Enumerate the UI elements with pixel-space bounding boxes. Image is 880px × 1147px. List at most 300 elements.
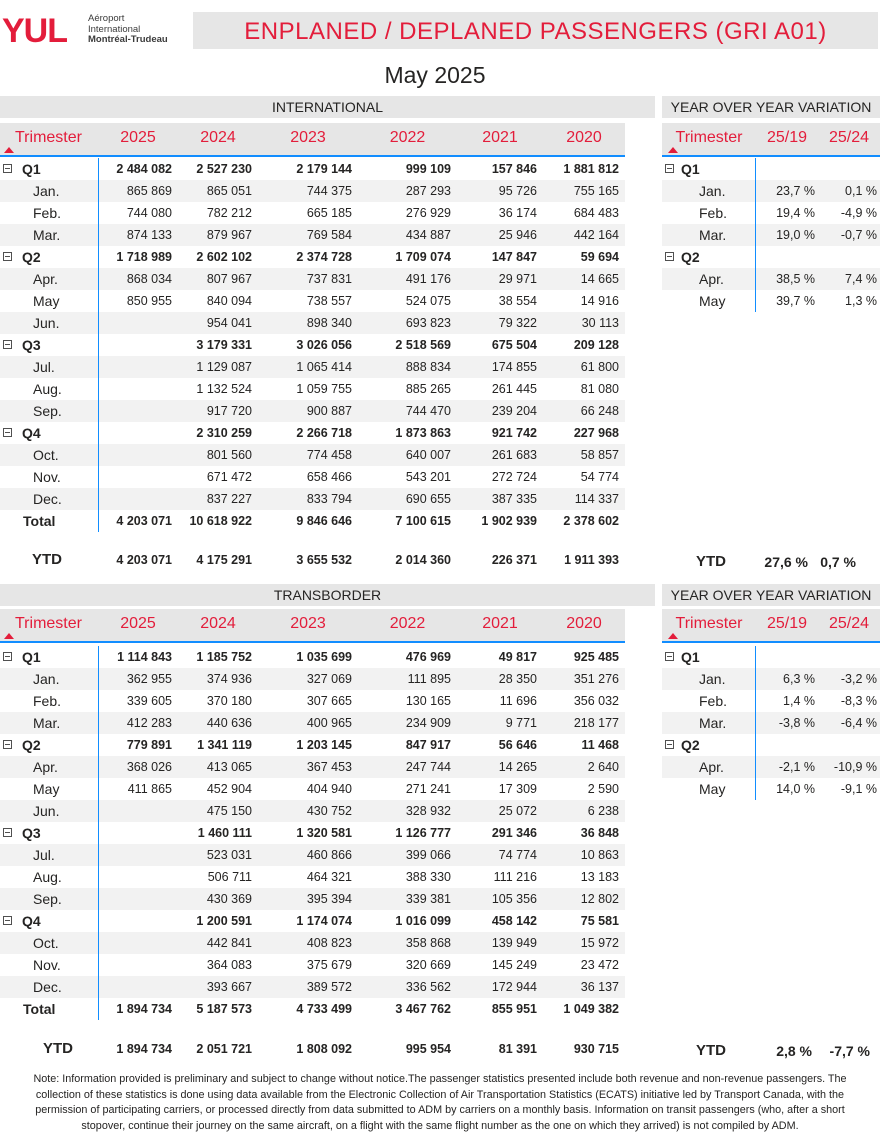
row-label: Feb. xyxy=(699,205,728,221)
cell-value: 413 065 xyxy=(206,760,252,774)
total-row xyxy=(0,510,625,532)
cell-value: 921 742 xyxy=(491,426,537,440)
ytd-variation-value: 27,6 % xyxy=(764,554,808,570)
variation-value: 19,0 % xyxy=(776,228,815,242)
row-label: Jan. xyxy=(33,671,60,687)
variation-value: 0,1 % xyxy=(845,184,877,198)
cell-value: 769 584 xyxy=(306,228,352,242)
cell-value: 1 200 591 xyxy=(196,914,252,928)
cell-value: 36 848 xyxy=(580,826,619,840)
collapse-icon[interactable] xyxy=(3,252,12,261)
variation-value: 6,3 % xyxy=(783,672,815,686)
cell-value: 2 518 569 xyxy=(395,338,451,352)
cell-value xyxy=(98,422,178,444)
cell-value: 1 894 734 xyxy=(116,1002,172,1016)
cell-value: 276 929 xyxy=(405,206,451,220)
yoy-month-row xyxy=(662,778,880,800)
yoy-band: YEAR OVER YEAR VARIATION xyxy=(662,584,880,606)
cell-value xyxy=(98,378,178,400)
variation-value xyxy=(756,158,818,180)
cell-value: 400 965 xyxy=(306,716,352,730)
variation-value: -0,7 % xyxy=(840,228,877,242)
collapse-icon[interactable] xyxy=(3,740,12,749)
ytd-value: 4 175 291 xyxy=(196,553,252,567)
cell-value: 779 891 xyxy=(126,738,172,752)
month-row xyxy=(0,976,625,998)
cell-value: 847 917 xyxy=(405,738,451,752)
cell-value: 1 718 989 xyxy=(116,250,172,264)
yoy-month-row xyxy=(662,180,880,202)
ytd-value: 81 391 xyxy=(498,1042,537,1056)
row-label: Q2 xyxy=(22,249,41,265)
column-header-year[interactable]: 2020 xyxy=(566,129,602,146)
cell-value: 925 485 xyxy=(573,650,619,664)
cell-value: 388 330 xyxy=(405,870,451,884)
yoy-column-header-ratio[interactable]: 25/24 xyxy=(828,129,870,146)
cell-value: 1 129 087 xyxy=(196,360,252,374)
cell-value: 442 164 xyxy=(573,228,619,242)
cell-value: 737 831 xyxy=(306,272,352,286)
column-header-trimester[interactable]: Trimester xyxy=(15,615,82,632)
cell-value: 506 711 xyxy=(207,870,252,884)
cell-value: 411 865 xyxy=(127,782,172,796)
cell-value: 336 562 xyxy=(405,980,451,994)
cell-value: 665 185 xyxy=(306,206,352,220)
row-label: Feb. xyxy=(33,205,62,221)
row-label: Total xyxy=(23,513,56,529)
column-header-year[interactable]: 2020 xyxy=(566,615,602,632)
yoy-column-header-trimester[interactable]: Trimester xyxy=(675,615,743,632)
month-row xyxy=(0,224,625,246)
row-label: Jan. xyxy=(33,183,60,199)
cell-value: 6 238 xyxy=(587,804,619,818)
cell-value: 11 468 xyxy=(581,738,619,752)
collapse-icon[interactable] xyxy=(665,652,674,661)
cell-value: 74 774 xyxy=(498,848,537,862)
month-row xyxy=(0,888,625,910)
cell-value: 2 310 259 xyxy=(196,426,252,440)
variation-value: -8,3 % xyxy=(840,694,877,708)
cell-value: 28 350 xyxy=(498,672,537,686)
row-label: Q1 xyxy=(22,161,41,177)
cell-value: 172 944 xyxy=(491,980,537,994)
cell-value: 865 051 xyxy=(206,184,252,198)
cell-value xyxy=(98,488,178,510)
cell-value xyxy=(98,466,178,488)
cell-value: 2 590 xyxy=(587,782,619,796)
row-label: Q4 xyxy=(22,913,41,929)
row-label: Jul. xyxy=(33,359,55,375)
cell-value: 782 212 xyxy=(206,206,252,220)
quarter-row xyxy=(0,422,625,444)
ytd-value: 2 051 721 xyxy=(196,1042,252,1056)
cell-value: 15 972 xyxy=(580,936,619,950)
yoy-column-header-trimester[interactable]: Trimester xyxy=(675,129,743,146)
cell-value: 261 445 xyxy=(491,382,537,396)
cell-value: 111 216 xyxy=(493,870,537,884)
cell-value: 1 460 111 xyxy=(197,826,252,840)
ytd-variation-value: 0,7 % xyxy=(820,554,856,570)
row-label: May xyxy=(33,781,60,797)
cell-value: 475 150 xyxy=(206,804,252,818)
row-label: Q1 xyxy=(681,649,700,665)
collapse-icon[interactable] xyxy=(3,340,12,349)
cell-value: 2 527 230 xyxy=(196,162,252,176)
cell-value: 56 646 xyxy=(498,738,537,752)
collapse-icon[interactable] xyxy=(3,828,12,837)
cell-value: 1 320 581 xyxy=(296,826,352,840)
cell-value: 744 080 xyxy=(126,206,172,220)
sort-arrow-icon[interactable] xyxy=(4,147,14,153)
cell-value: 1 902 939 xyxy=(481,514,537,528)
cell-value: 328 932 xyxy=(405,804,451,818)
row-label: Jun. xyxy=(33,803,60,819)
airport-logo xyxy=(0,10,190,50)
cell-value: 807 967 xyxy=(206,272,252,286)
sort-arrow-icon[interactable] xyxy=(668,147,678,153)
column-header-year[interactable]: 2023 xyxy=(290,615,326,632)
row-label: Q1 xyxy=(681,161,700,177)
month-row xyxy=(0,866,625,888)
cell-value xyxy=(98,444,178,466)
variation-value xyxy=(756,734,818,756)
ytd-label: YTD xyxy=(32,551,62,568)
cell-value: 59 694 xyxy=(580,250,619,264)
month-row xyxy=(0,466,625,488)
ytd-value: 995 954 xyxy=(405,1042,451,1056)
yoy-ytd-row xyxy=(662,1040,880,1062)
cell-value: 5 187 573 xyxy=(196,1002,252,1016)
row-label: Nov. xyxy=(33,469,61,485)
cell-value: 95 726 xyxy=(498,184,537,198)
cell-value: 464 321 xyxy=(306,870,352,884)
row-label: May xyxy=(699,781,726,797)
column-divider xyxy=(98,158,99,532)
cell-value: 1 126 777 xyxy=(395,826,451,840)
collapse-icon[interactable] xyxy=(3,164,12,173)
variation-value xyxy=(818,734,880,756)
cell-value: 865 869 xyxy=(126,184,172,198)
ytd-value: 3 655 532 xyxy=(296,553,352,567)
row-label: Feb. xyxy=(33,693,62,709)
cell-value: 1 035 699 xyxy=(296,650,352,664)
yoy-month-row xyxy=(662,712,880,734)
section-band: INTERNATIONAL xyxy=(0,96,655,118)
cell-value: 1 185 752 xyxy=(196,650,252,664)
row-label: Q2 xyxy=(22,737,41,753)
cell-value: 387 335 xyxy=(491,492,537,506)
quarter-row xyxy=(0,910,625,932)
variation-value xyxy=(818,646,880,668)
cell-value: 351 276 xyxy=(573,672,619,686)
collapse-icon[interactable] xyxy=(665,252,674,261)
row-label: Apr. xyxy=(33,759,58,775)
month-row xyxy=(0,312,625,334)
cell-value: 66 248 xyxy=(580,404,619,418)
ytd-variation-value: 2,8 % xyxy=(776,1043,812,1059)
cell-value: 801 560 xyxy=(206,448,252,462)
yoy-column-header-ratio[interactable]: 25/19 xyxy=(766,615,808,632)
cell-value: 58 857 xyxy=(580,448,619,462)
total-row xyxy=(0,998,625,1020)
cell-value: 640 007 xyxy=(405,448,451,462)
cell-value: 272 724 xyxy=(491,470,537,484)
column-header-year[interactable]: 2023 xyxy=(290,129,326,146)
variation-value: -10,9 % xyxy=(833,760,877,774)
cell-value xyxy=(98,866,178,888)
cell-value: 367 453 xyxy=(306,760,352,774)
column-header-year[interactable]: 2021 xyxy=(482,615,518,632)
ytd-label: YTD xyxy=(696,553,726,570)
month-row xyxy=(0,444,625,466)
table-header xyxy=(0,123,625,157)
cell-value: 11 696 xyxy=(499,694,537,708)
cell-value: 370 180 xyxy=(206,694,252,708)
month-row xyxy=(0,778,625,800)
row-label: Mar. xyxy=(33,715,61,731)
row-label: Dec. xyxy=(33,491,62,507)
row-label: Jan. xyxy=(699,671,726,687)
cell-value: 38 554 xyxy=(498,294,537,308)
cell-value: 25 946 xyxy=(498,228,537,242)
cell-value xyxy=(98,334,178,356)
cell-value: 23 472 xyxy=(580,958,619,972)
cell-value: 684 483 xyxy=(573,206,619,220)
cell-value xyxy=(98,910,178,932)
variation-value xyxy=(756,246,818,268)
collapse-icon[interactable] xyxy=(3,428,12,437)
cell-value: 49 817 xyxy=(498,650,537,664)
cell-value: 10 618 922 xyxy=(189,514,252,528)
ytd-variation-value: -7,7 % xyxy=(829,1043,870,1059)
yoy-column-header-ratio[interactable]: 25/19 xyxy=(766,129,808,146)
cell-value: 1 873 863 xyxy=(395,426,451,440)
logo-line-1: Aéroport xyxy=(88,13,125,24)
cell-value: 362 955 xyxy=(126,672,172,686)
row-label: Mar. xyxy=(699,715,727,731)
column-header-year[interactable]: 2025 xyxy=(120,615,156,632)
yoy-band: YEAR OVER YEAR VARIATION xyxy=(662,96,880,118)
yoy-month-row xyxy=(662,668,880,690)
cell-value: 14 916 xyxy=(580,294,619,308)
row-label: Oct. xyxy=(33,935,59,951)
column-header-year[interactable]: 2024 xyxy=(200,615,236,632)
yoy-table-header xyxy=(662,123,880,157)
row-label: Total xyxy=(23,1001,56,1017)
row-label: Oct. xyxy=(33,447,59,463)
cell-value: 458 142 xyxy=(491,914,537,928)
cell-value: 239 204 xyxy=(491,404,537,418)
sort-arrow-icon[interactable] xyxy=(4,633,14,639)
cell-value: 10 863 xyxy=(580,848,619,862)
collapse-icon[interactable] xyxy=(3,916,12,925)
yoy-month-row xyxy=(662,290,880,312)
cell-value: 36 174 xyxy=(498,206,537,220)
column-header-year[interactable]: 2021 xyxy=(482,129,518,146)
cell-value: 4 733 499 xyxy=(296,1002,352,1016)
month-row xyxy=(0,954,625,976)
cell-value: 954 041 xyxy=(206,316,252,330)
cell-value: 247 744 xyxy=(405,760,451,774)
cell-value: 145 249 xyxy=(491,958,537,972)
row-label: Nov. xyxy=(33,957,61,973)
cell-value: 111 895 xyxy=(407,672,451,686)
cell-value: 434 887 xyxy=(405,228,451,242)
variation-value: -3,2 % xyxy=(840,672,877,686)
cell-value: 879 967 xyxy=(206,228,252,242)
cell-value xyxy=(98,844,178,866)
cell-value: 14 265 xyxy=(498,760,537,774)
cell-value: 30 113 xyxy=(581,316,619,330)
cell-value: 12 802 xyxy=(580,892,619,906)
cell-value: 9 771 xyxy=(505,716,537,730)
cell-value: 375 679 xyxy=(306,958,352,972)
variation-value xyxy=(756,646,818,668)
cell-value: 395 394 xyxy=(306,892,352,906)
cell-value: 833 794 xyxy=(306,492,352,506)
row-label: Q3 xyxy=(22,825,41,841)
cell-value: 339 605 xyxy=(126,694,172,708)
collapse-icon[interactable] xyxy=(3,652,12,661)
row-label: Jun. xyxy=(33,315,60,331)
cell-value: 524 075 xyxy=(405,294,451,308)
cell-value: 1 059 755 xyxy=(296,382,352,396)
yoy-quarter-row xyxy=(662,246,880,268)
cell-value: 412 283 xyxy=(126,716,172,730)
variation-value xyxy=(818,158,880,180)
cell-value: 900 887 xyxy=(306,404,352,418)
variation-value: -2,1 % xyxy=(778,760,815,774)
row-label: Jul. xyxy=(33,847,55,863)
cell-value: 404 940 xyxy=(306,782,352,796)
cell-value: 1 709 074 xyxy=(395,250,451,264)
yoy-table-header xyxy=(662,609,880,643)
cell-value: 174 855 xyxy=(491,360,537,374)
column-header-year[interactable]: 2022 xyxy=(389,615,426,632)
cell-value: 105 356 xyxy=(491,892,537,906)
cell-value: 14 665 xyxy=(580,272,619,286)
cell-value: 399 066 xyxy=(405,848,451,862)
cell-value: 1 174 074 xyxy=(296,914,352,928)
variation-value xyxy=(818,246,880,268)
month-row xyxy=(0,932,625,954)
sort-arrow-icon[interactable] xyxy=(668,633,678,639)
cell-value: 1 016 099 xyxy=(395,914,451,928)
row-label: Dec. xyxy=(33,979,62,995)
row-label: Mar. xyxy=(33,227,61,243)
cell-value: 2 266 718 xyxy=(296,426,352,440)
section-band: TRANSBORDER xyxy=(0,584,655,606)
row-label: Sep. xyxy=(33,403,62,419)
variation-value: 38,5 % xyxy=(776,272,815,286)
table-header xyxy=(0,609,625,643)
cell-value: 327 069 xyxy=(306,672,352,686)
ytd-value: 1 894 734 xyxy=(116,1042,172,1056)
cell-value: 523 031 xyxy=(206,848,252,862)
cell-value: 234 909 xyxy=(405,716,451,730)
cell-value: 1 203 145 xyxy=(296,738,352,752)
collapse-icon[interactable] xyxy=(665,740,674,749)
cell-value xyxy=(98,954,178,976)
cell-value: 671 472 xyxy=(206,470,252,484)
yoy-quarter-row xyxy=(662,158,880,180)
quarter-row xyxy=(0,334,625,356)
month-row xyxy=(0,180,625,202)
row-label: Aug. xyxy=(33,869,62,885)
cell-value: 307 665 xyxy=(306,694,352,708)
yoy-month-row xyxy=(662,224,880,246)
cell-value xyxy=(98,822,178,844)
cell-value: 218 177 xyxy=(573,716,619,730)
column-header-year[interactable]: 2022 xyxy=(389,129,426,146)
cell-value: 442 841 xyxy=(206,936,252,950)
cell-value: 9 846 646 xyxy=(296,514,352,528)
cell-value: 147 847 xyxy=(491,250,537,264)
yoy-column-header-ratio[interactable]: 25/24 xyxy=(828,615,870,632)
cell-value: 4 203 071 xyxy=(116,514,172,528)
cell-value: 738 557 xyxy=(306,294,352,308)
cell-value xyxy=(98,800,178,822)
month-row xyxy=(0,378,625,400)
quarter-row xyxy=(0,822,625,844)
cell-value: 3 467 762 xyxy=(395,1002,451,1016)
yoy-ytd-row xyxy=(662,551,880,573)
cell-value: 320 669 xyxy=(405,958,451,972)
ytd-value: 930 715 xyxy=(573,1042,619,1056)
cell-value: 2 640 xyxy=(587,760,619,774)
variation-value: -9,1 % xyxy=(840,782,877,796)
column-header-year[interactable]: 2025 xyxy=(120,129,156,146)
row-label: Feb. xyxy=(699,693,728,709)
cell-value: 491 176 xyxy=(405,272,451,286)
column-header-trimester[interactable]: Trimester xyxy=(15,129,82,146)
cell-value: 271 241 xyxy=(405,782,451,796)
cell-value: 917 720 xyxy=(206,404,252,418)
ytd-label: YTD xyxy=(696,1042,726,1059)
cell-value: 1 341 119 xyxy=(197,738,252,752)
cell-value: 452 904 xyxy=(206,782,252,796)
quarter-row xyxy=(0,246,625,268)
variation-value: -6,4 % xyxy=(840,716,877,730)
ytd-value: 4 203 071 xyxy=(116,553,172,567)
cell-value: 130 165 xyxy=(405,694,451,708)
month-row xyxy=(0,756,625,778)
cell-value: 430 369 xyxy=(206,892,252,906)
variation-value: 19,4 % xyxy=(776,206,815,220)
cell-value: 755 165 xyxy=(573,184,619,198)
ytd-label: YTD xyxy=(43,1040,73,1057)
cell-value: 157 846 xyxy=(491,162,537,176)
month-row xyxy=(0,488,625,510)
cell-value: 3 026 056 xyxy=(296,338,352,352)
yoy-column-divider xyxy=(755,646,756,800)
cell-value: 81 080 xyxy=(580,382,619,396)
month-row xyxy=(0,268,625,290)
cell-value: 368 026 xyxy=(126,760,172,774)
ytd-row xyxy=(0,1038,625,1060)
column-divider xyxy=(98,646,99,1020)
cell-value: 888 834 xyxy=(405,360,451,374)
month-row xyxy=(0,690,625,712)
cell-value xyxy=(98,976,178,998)
cell-value: 1 049 382 xyxy=(563,1002,619,1016)
variation-value: 14,0 % xyxy=(776,782,815,796)
collapse-icon[interactable] xyxy=(665,164,674,173)
cell-value xyxy=(98,356,178,378)
cell-value: 658 466 xyxy=(306,470,352,484)
column-header-year[interactable]: 2024 xyxy=(200,129,236,146)
cell-value: 29 971 xyxy=(498,272,537,286)
